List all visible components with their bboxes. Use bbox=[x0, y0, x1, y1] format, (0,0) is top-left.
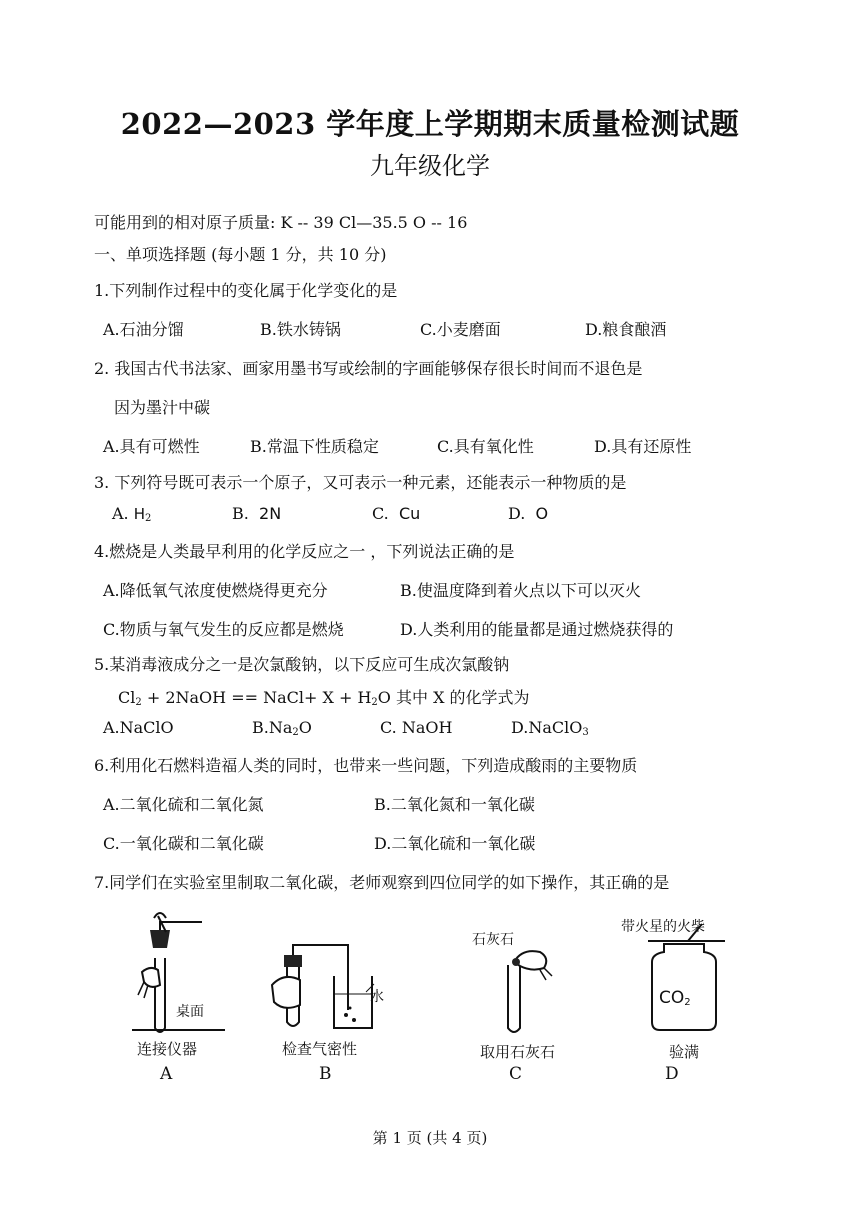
q5-option-c: C. NaOH bbox=[380, 718, 453, 737]
q6-option-b: B.二氧化氮和一氧化碳 bbox=[374, 795, 535, 814]
question-7-stem: 7.同学们在实验室里制取二氧化碳，老师观察到四位同学的如下操作，其正确的是 bbox=[94, 873, 670, 892]
q5-equation: $Cl_2$ + 2NaOH == NaCl+ $X + H_2O$ 其中 X 的化学式为 bbox=[118, 688, 530, 708]
question-6-stem: 6.利用化石燃料造福人类的同时，也带来一些问题，下列造成酸雨的主要物质 bbox=[94, 756, 638, 775]
q4-option-b: B.使温度降到着火点以下可以灭火 bbox=[400, 581, 641, 600]
q6-option-d: D.二氧化硫和一氧化碳 bbox=[374, 834, 536, 853]
question-4-stem: 4.燃烧是人类最早利用的化学反应之一 ，下列说法正确的是 bbox=[94, 542, 515, 561]
figure-d-label: 带火星的火柴 bbox=[621, 919, 705, 935]
figure-c-caption: 取用石灰石 bbox=[480, 1043, 556, 1061]
question-1-stem: 1.下列制作过程中的变化属于化学变化的是 bbox=[94, 281, 398, 300]
page-footer: 第 1 页 (共 4 页) bbox=[372, 1129, 488, 1147]
figure-b-label: 水 bbox=[370, 989, 384, 1005]
figure-d-letter: D bbox=[665, 1064, 679, 1084]
q4-option-d: D.人类利用的能量都是通过燃烧获得的 bbox=[400, 620, 674, 639]
q3-option-d: D. O bbox=[508, 504, 549, 523]
q3-option-c: C. Cu bbox=[372, 504, 421, 523]
q1-option-d: D.粮食酿酒 bbox=[585, 320, 667, 339]
figure-b-caption: 检查气密性 bbox=[282, 1040, 358, 1058]
q6-option-c: C.一氧化碳和二氧化碳 bbox=[103, 834, 264, 853]
q3-option-b: B. 2N bbox=[232, 504, 282, 523]
figure-b-check-airtightness bbox=[262, 910, 392, 1040]
figure-b-illustration bbox=[262, 910, 392, 1040]
q1-option-b: B.铁水铸锅 bbox=[260, 320, 341, 339]
figure-c-letter: C bbox=[509, 1064, 523, 1084]
figure-d-caption: 验满 bbox=[669, 1043, 700, 1061]
q1-option-c: C.小麦磨面 bbox=[420, 320, 501, 339]
q5-option-b: $B.Na_2O$ bbox=[252, 718, 312, 738]
q2-option-c: C.具有氧化性 bbox=[437, 437, 534, 456]
question-3-stem: 3. 下列符号既可表示一个原子，又可表示一种元素，还能表示一种物质的是 bbox=[94, 473, 627, 492]
q2-option-d: D.具有还原性 bbox=[594, 437, 692, 456]
question-5-stem: 5.某消毒液成分之一是次氯酸钠，以下反应可生成次氯酸钠 bbox=[94, 655, 510, 674]
q4-option-c: C.物质与氧气发生的反应都是燃烧 bbox=[103, 620, 344, 639]
figure-c-label: 石灰石 bbox=[472, 932, 514, 948]
figure-a-letter: A bbox=[160, 1064, 173, 1084]
q4-option-a: A.降低氧气浓度使燃烧得更充分 bbox=[103, 581, 328, 600]
q1-option-a: A.石油分馏 bbox=[103, 320, 184, 339]
figure-a-caption: 连接仪器 bbox=[137, 1040, 198, 1058]
q5-option-a: A.NaClO bbox=[103, 718, 174, 737]
q2-option-b: B.常温下性质稳定 bbox=[250, 437, 379, 456]
question-2-stem-cont: 因为墨汁中碳 bbox=[114, 398, 211, 417]
q5-option-d: D.NaClO$_3$ bbox=[511, 718, 589, 738]
q6-option-a: A.二氧化硫和二氧化氮 bbox=[103, 795, 264, 814]
section-heading: 一、单项选择题 (每小题 1 分，共 10 分) bbox=[94, 245, 387, 264]
figure-b-letter: B bbox=[319, 1064, 332, 1084]
page-title: 2022—2023 学年度上学期期末质量检测试题 bbox=[120, 107, 740, 141]
q2-option-a: A.具有可燃性 bbox=[103, 437, 200, 456]
figure-a-label: 桌面 bbox=[176, 1004, 204, 1020]
question-2-stem: 2. 我国古代书法家、画家用墨书写或绘制的字画能够保存很长时间而不退色是 bbox=[94, 359, 643, 378]
atomic-mass-line: 可能用到的相对原子质量: K -- 39 Cl—35.5 O -- 16 bbox=[94, 213, 468, 232]
page-subtitle: 九年级化学 bbox=[370, 152, 490, 180]
figure-d-co2-label: $CO_2$ bbox=[659, 988, 691, 1008]
q3-option-a: A. $H_2$ bbox=[112, 504, 152, 524]
figure-a-illustration bbox=[120, 910, 230, 1040]
figure-a-connect-instruments bbox=[120, 910, 230, 1040]
